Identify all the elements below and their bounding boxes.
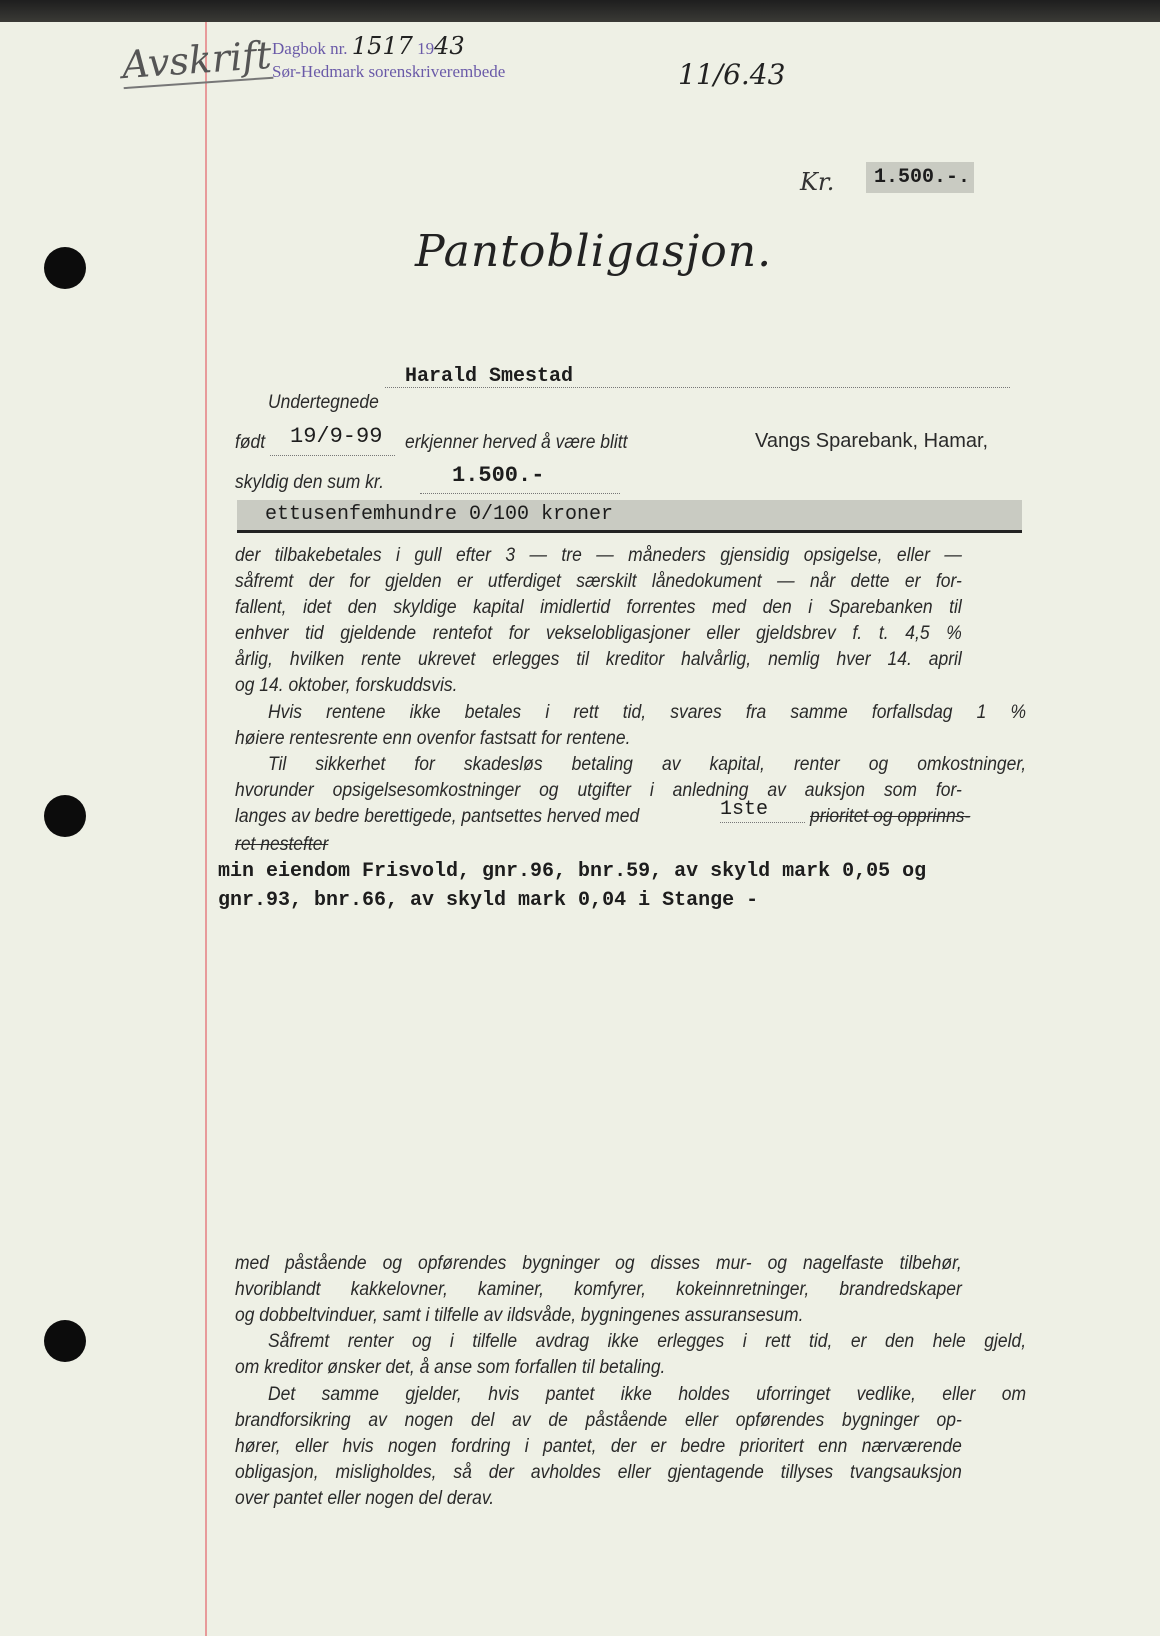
conditions-line: hvoriblandt kakkelovner, kaminer, komfyrer, kokeinnretninger, brandredskaper (235, 1279, 962, 1300)
year-prefix: 19 (417, 39, 435, 58)
conditions-line: med påstående og opførendes bygninger og disses mur- og nagelfaste tilbehør, (235, 1253, 962, 1274)
creditor-name: Vangs Sparebank, Hamar, (755, 430, 989, 452)
conditions-line: om kreditor ønsker det, å anse som forfallen til betaling. (235, 1357, 666, 1378)
conditions-line: obligasjon, misligholdes, så der avholdes eller gjentagende tillyses tvangsauksjon (235, 1462, 962, 1483)
born-line (270, 455, 395, 456)
terms-line: enhver tid gjeldende rentefot for vekselobligasjoner eller gjeldsbrev f. t. 4,5 % (235, 623, 962, 644)
document-title: Pantobligasjon. (415, 226, 773, 277)
punch-hole (44, 247, 86, 289)
terms-line: såfremt der for gjelden er utferdiget særskilt lånedokument — når dette er for- (235, 571, 962, 592)
terms-line: høiere rentesrente enn ovenfor fastsatt for rentene. (235, 728, 631, 749)
dagbok-label: Dagbok nr. (272, 39, 348, 58)
terms-line: og 14. oktober, forskuddsvis. (235, 675, 458, 696)
terms-line: langes av bedre berettigede, pantsettes herved med (235, 806, 640, 827)
terms-line: årlig, hvilken rente ukrevet erlegges til kreditor halvårlig, nemlig hver 14. april (235, 649, 962, 670)
terms-line: fallent, idet den skyldige kapital imidlertid forrentes med den i Sparebanken til (235, 597, 962, 618)
signer-name: Harald Smestad (405, 365, 574, 388)
sum-label: skyldig den sum kr. (235, 472, 384, 493)
office-stamp: Sør-Hedmark sorenskriverembede (272, 62, 506, 81)
terms-line: der tilbakebetales i gull efter 3 — tre — måneders gjensidig opsigelse, eller — (235, 545, 962, 566)
year-suffix: 43 (434, 32, 465, 60)
conditions-line: over pantet eller nogen del derav. (235, 1488, 495, 1509)
born-date: 19/9-99 (290, 424, 383, 449)
conditions-line: brandforsikring av nogen del av de påstående eller opførendes bygninger op- (235, 1410, 962, 1431)
amount-label: Kr. (800, 168, 835, 196)
conditions-line: Det samme gjelder, hvis pantet ikke holdes uforringet vedlike, eller om (268, 1384, 1027, 1405)
handwritten-note: Avskrift (120, 32, 273, 88)
priority-line (720, 822, 805, 823)
acknowledge-text: erkjenner herved å være blitt (405, 432, 628, 453)
dagbok-number: 1517 (351, 32, 413, 60)
conditions-line: og dobbeltvinduer, samt i tilfelle av ildsvåde, bygningenes assuransesum. (235, 1305, 804, 1326)
terms-line: hvorunder opsigelsesomkostninger og utgifter i anledning av auksjon som for- (235, 780, 962, 801)
margin-line (205, 22, 207, 1636)
property-line: gnr.93, bnr.66, av skyld mark 0,04 i Stange - (218, 889, 759, 912)
sum-value: 1.500.- (452, 463, 545, 488)
priority-value: 1ste (720, 798, 769, 821)
scan-top-edge (0, 0, 1160, 22)
born-label: født (235, 432, 266, 453)
sum-words: ettusenfemhundre 0/100 kroner (265, 503, 614, 526)
terms-line-struck: prioritet og opprinns- (810, 806, 971, 827)
amount-value: 1.500.-. (866, 162, 974, 193)
terms-line: Til sikkerhet for skadesløs betaling av kapital, renter og omkostninger, (268, 754, 1027, 775)
handwritten-date: 11/6.43 (678, 58, 786, 91)
punch-hole (44, 1320, 86, 1362)
terms-line: Hvis rentene ikke betales i rett tid, svares fra samme forfallsdag 1 % (268, 702, 1027, 723)
dagbok-stamp (272, 32, 465, 60)
sum-line (420, 493, 620, 494)
conditions-line: hører, eller hvis nogen fordring i pantet, der er bedre prioritert enn nærværende (235, 1436, 962, 1457)
terms-line-struck: ret nestefter (235, 834, 329, 855)
punch-hole (44, 795, 86, 837)
property-line: min eiendom Frisvold, gnr.96, bnr.59, av skyld mark 0,05 og (218, 860, 927, 883)
conditions-line: Såfremt renter og i tilfelle avdrag ikke erlegges i rett tid, er den hele gjeld, (268, 1331, 1027, 1352)
signer-label: Undertegnede (268, 392, 379, 413)
